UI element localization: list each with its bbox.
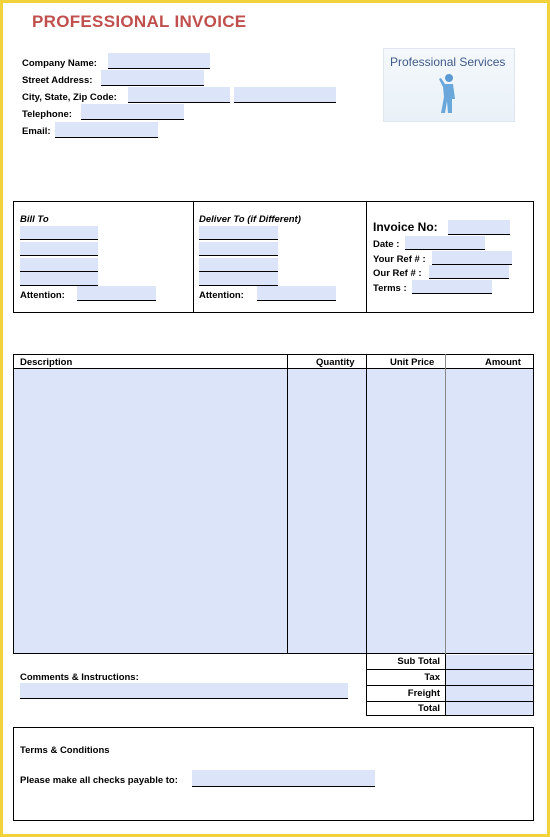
invoice-no-field[interactable] bbox=[448, 220, 510, 235]
terms-label: Terms : bbox=[373, 283, 407, 294]
terms-title: Terms & Conditions bbox=[20, 745, 110, 756]
telephone-field[interactable] bbox=[81, 104, 184, 120]
date-field[interactable] bbox=[405, 236, 485, 250]
city-state-zip-label: City, State, Zip Code: bbox=[22, 92, 117, 103]
checks-payable-label: Please make all checks payable to: bbox=[20, 775, 178, 786]
bill-to-line-1[interactable] bbox=[20, 226, 98, 240]
comments-field[interactable] bbox=[20, 683, 348, 699]
tax-label: Tax bbox=[424, 672, 440, 683]
quantity-column[interactable] bbox=[288, 369, 366, 653]
email-label: Email: bbox=[22, 126, 51, 137]
deliver-to-line-3[interactable] bbox=[199, 258, 278, 272]
amount-header: Amount bbox=[485, 357, 521, 368]
street-address-label: Street Address: bbox=[22, 75, 93, 86]
description-header: Description bbox=[20, 357, 73, 368]
freight-label: Freight bbox=[407, 688, 440, 699]
quantity-header: Quantity bbox=[316, 357, 355, 368]
telephone-label: Telephone: bbox=[22, 109, 72, 120]
street-address-field[interactable] bbox=[101, 70, 204, 86]
logo-text: Professional Services bbox=[390, 55, 506, 69]
total-label: Total bbox=[418, 703, 440, 714]
terms-field[interactable] bbox=[412, 280, 492, 294]
subtotal-label: Sub Total bbox=[397, 656, 440, 667]
city-field[interactable] bbox=[128, 87, 230, 103]
bill-to-line-4[interactable] bbox=[20, 272, 98, 286]
your-ref-field[interactable] bbox=[432, 251, 512, 265]
total-field[interactable] bbox=[446, 702, 533, 715]
deliver-to-line-4[interactable] bbox=[199, 272, 278, 286]
deliver-to-line-2[interactable] bbox=[199, 242, 278, 256]
invoice-no-label: Invoice No: bbox=[373, 220, 438, 234]
your-ref-label: Your Ref # : bbox=[373, 254, 426, 265]
tax-field[interactable] bbox=[446, 670, 533, 685]
our-ref-label: Our Ref # : bbox=[373, 268, 422, 279]
unit-price-header: Unit Price bbox=[390, 357, 435, 368]
amount-column[interactable] bbox=[446, 369, 533, 653]
freight-field[interactable] bbox=[446, 686, 533, 701]
subtotal-field[interactable] bbox=[446, 655, 533, 669]
bill-attention-label: Attention: bbox=[20, 290, 65, 301]
bill-to-line-3[interactable] bbox=[20, 258, 98, 272]
comments-label: Comments & Instructions: bbox=[20, 672, 139, 683]
checks-payable-field[interactable] bbox=[192, 770, 375, 787]
bill-to-label: Bill To bbox=[20, 214, 49, 225]
deliver-attention-field[interactable] bbox=[257, 286, 336, 301]
person-icon bbox=[436, 73, 462, 115]
deliver-to-label: Deliver To (if Different) bbox=[199, 214, 301, 225]
deliver-attention-label: Attention: bbox=[199, 290, 244, 301]
company-name-label: Company Name: bbox=[22, 58, 97, 69]
invoice-title: PROFESSIONAL INVOICE bbox=[32, 12, 247, 31]
company-name-field[interactable] bbox=[108, 53, 210, 69]
zip-field[interactable] bbox=[234, 87, 336, 103]
unit-price-column[interactable] bbox=[367, 369, 445, 653]
email-field[interactable] bbox=[55, 122, 158, 138]
company-logo bbox=[383, 48, 515, 122]
deliver-to-line-1[interactable] bbox=[199, 226, 278, 240]
bill-to-line-2[interactable] bbox=[20, 242, 98, 256]
description-column[interactable] bbox=[14, 369, 287, 653]
date-label: Date : bbox=[373, 239, 400, 250]
our-ref-field[interactable] bbox=[429, 265, 509, 279]
bill-attention-field[interactable] bbox=[77, 286, 156, 301]
